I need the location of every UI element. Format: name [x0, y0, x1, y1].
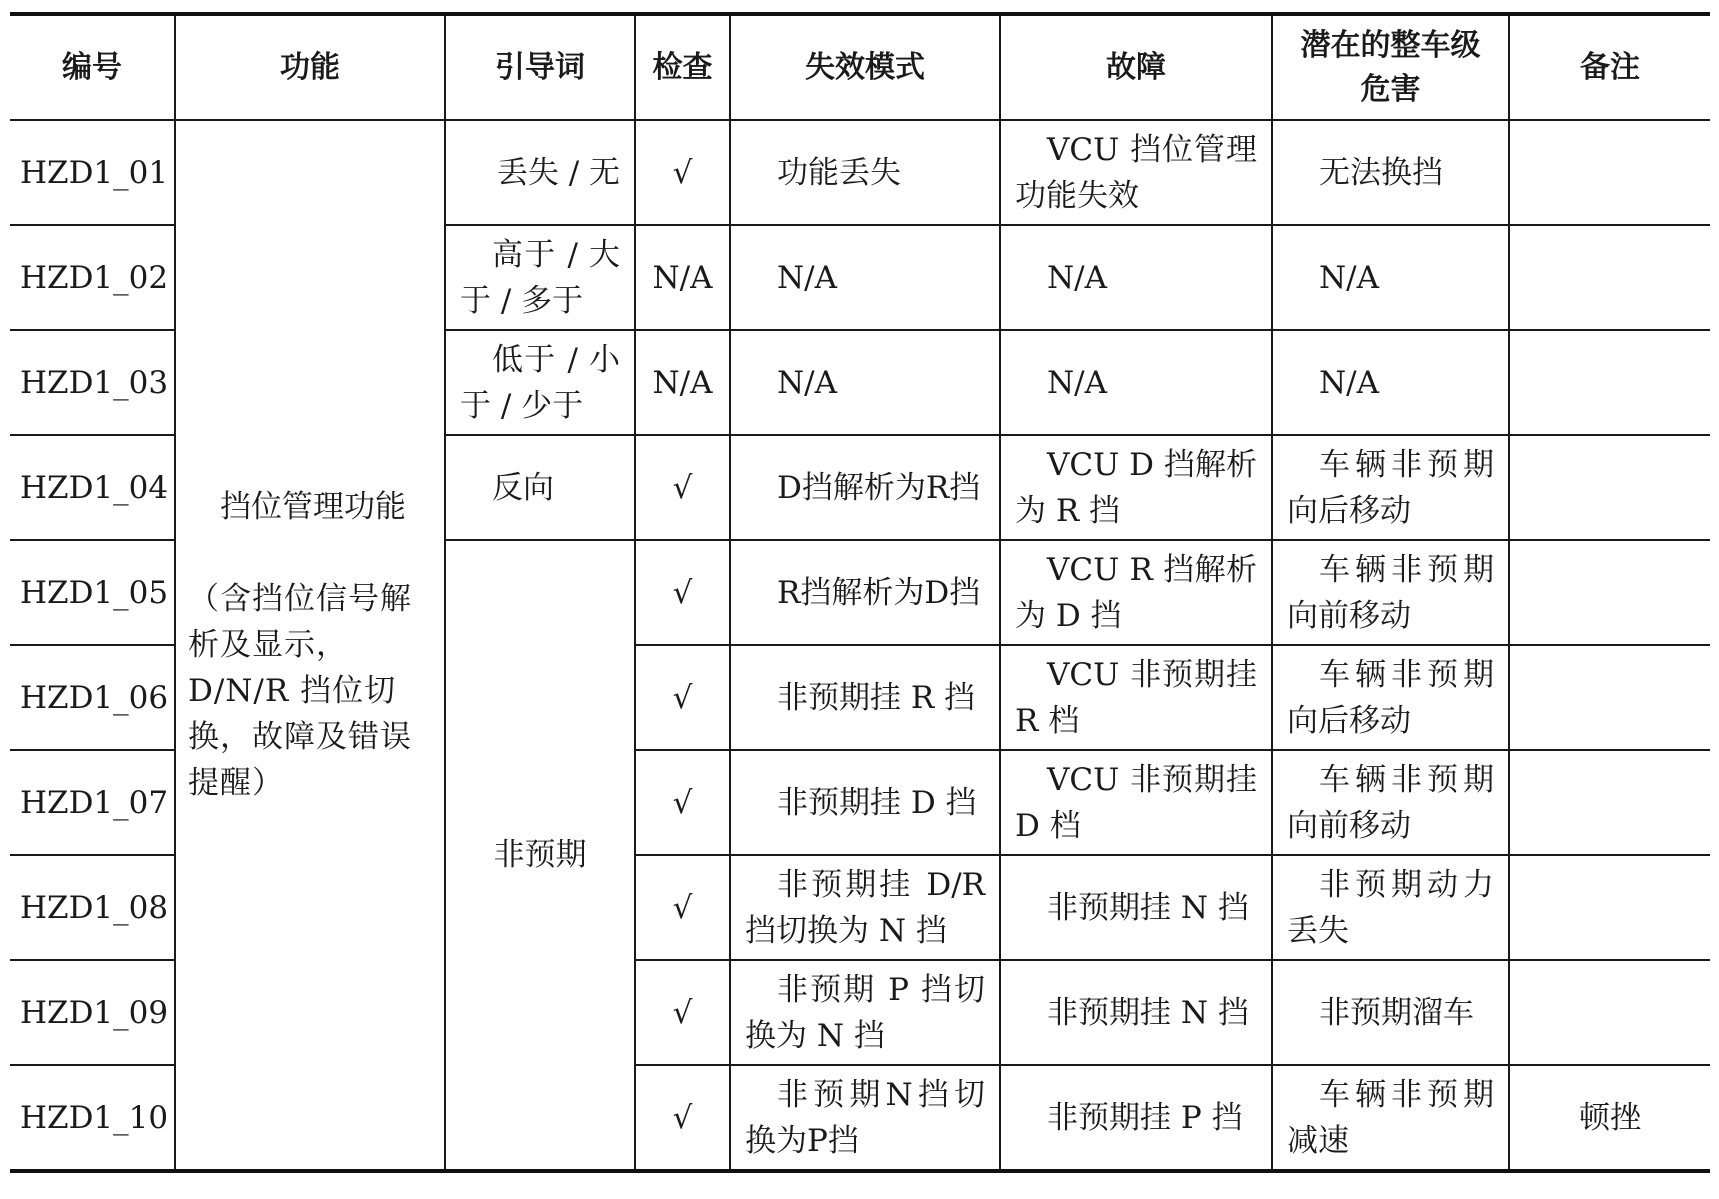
failure-mode-cell: R挡解析为D挡	[730, 540, 1000, 645]
hazard-cell: 非预期动力丢失	[1272, 855, 1509, 960]
row-id: HZD1_01	[10, 120, 175, 225]
hazard-cell: N/A	[1272, 330, 1509, 435]
fault-cell: VCU D 挡解析为 R 挡	[1000, 435, 1272, 540]
check-cell: √	[635, 1065, 730, 1171]
fault-cell: VCU 非预期挂 D 档	[1000, 750, 1272, 855]
hazard-cell: 车辆非预期减速	[1272, 1065, 1509, 1171]
check-cell: √	[635, 120, 730, 225]
note-cell	[1509, 120, 1710, 225]
failure-mode-cell: 非预期 P 挡切换为 N 挡	[730, 960, 1000, 1065]
check-cell: √	[635, 540, 730, 645]
fault-cell: 非预期挂 N 挡	[1000, 960, 1272, 1065]
failure-mode-cell: N/A	[730, 225, 1000, 330]
note-cell: 顿挫	[1509, 1065, 1710, 1171]
header-id: 编号	[10, 14, 175, 120]
table-row	[10, 120, 1710, 225]
check-cell: √	[635, 750, 730, 855]
row-id: HZD1_05	[10, 540, 175, 645]
hazard-cell: 车辆非预期向后移动	[1272, 645, 1509, 750]
fault-cell: VCU R 挡解析为 D 挡	[1000, 540, 1272, 645]
failure-mode-cell: N/A	[730, 330, 1000, 435]
check-cell: √	[635, 960, 730, 1065]
header-failure-mode: 失效模式	[730, 14, 1000, 120]
row-id: HZD1_10	[10, 1065, 175, 1171]
failure-mode-cell: 非预期挂 R 挡	[730, 645, 1000, 750]
header-row	[10, 14, 1710, 120]
fault-cell: VCU 非预期挂 R 档	[1000, 645, 1272, 750]
header-check: 检查	[635, 14, 730, 120]
hazard-analysis-table	[10, 12, 1710, 1173]
header-guideword: 引导词	[445, 14, 635, 120]
header-note: 备注	[1509, 14, 1710, 120]
check-cell: √	[635, 435, 730, 540]
table-body	[10, 120, 1710, 1171]
header-function: 功能	[175, 14, 445, 120]
function-cell	[175, 120, 445, 1171]
hazard-cell: 车辆非预期向后移动	[1272, 435, 1509, 540]
fault-cell: 非预期挂 N 挡	[1000, 855, 1272, 960]
fault-cell: 非预期挂 P 挡	[1000, 1065, 1272, 1171]
guideword-cell: 高于 / 大于 / 多于	[445, 225, 635, 330]
check-cell: N/A	[635, 225, 730, 330]
note-cell	[1509, 960, 1710, 1065]
check-cell: √	[635, 645, 730, 750]
hazard-cell: 车辆非预期向前移动	[1272, 540, 1509, 645]
hazard-analysis-table-container	[10, 12, 1710, 1173]
guideword-cell: 低于 / 小于 / 少于	[445, 330, 635, 435]
note-cell	[1509, 330, 1710, 435]
hazard-cell: 无法换挡	[1272, 120, 1509, 225]
row-id: HZD1_04	[10, 435, 175, 540]
header-fault: 故障	[1000, 14, 1272, 120]
failure-mode-cell: D挡解析为R挡	[730, 435, 1000, 540]
guideword-cell: 非预期	[445, 540, 635, 1171]
function-main-label: 挡位管理功能	[220, 489, 406, 525]
check-cell: N/A	[635, 330, 730, 435]
check-cell: √	[635, 855, 730, 960]
row-id: HZD1_08	[10, 855, 175, 960]
row-id: HZD1_09	[10, 960, 175, 1065]
function-sub-label: （含挡位信号解析及显示，D/N/R 挡位切换，故障及错误提醒）	[188, 581, 412, 801]
failure-mode-cell: 非预期挂 D 挡	[730, 750, 1000, 855]
fault-cell: VCU 挡位管理功能失效	[1000, 120, 1272, 225]
hazard-cell: 车辆非预期向前移动	[1272, 750, 1509, 855]
row-id: HZD1_03	[10, 330, 175, 435]
note-cell	[1509, 750, 1710, 855]
hazard-cell: 非预期溜车	[1272, 960, 1509, 1065]
fault-cell: N/A	[1000, 330, 1272, 435]
failure-mode-cell: 功能丢失	[730, 120, 1000, 225]
note-cell	[1509, 540, 1710, 645]
note-cell	[1509, 225, 1710, 330]
header-hazard: 潜在的整车级危害	[1272, 14, 1509, 120]
fault-cell: N/A	[1000, 225, 1272, 330]
note-cell	[1509, 645, 1710, 750]
row-id: HZD1_07	[10, 750, 175, 855]
row-id: HZD1_02	[10, 225, 175, 330]
table-header	[10, 14, 1710, 120]
failure-mode-cell: 非预期挂 D/R 挡切换为 N 挡	[730, 855, 1000, 960]
note-cell	[1509, 855, 1710, 960]
guideword-cell: 丢失 / 无	[445, 120, 635, 225]
row-id: HZD1_06	[10, 645, 175, 750]
failure-mode-cell: 非预期N挡切换为P挡	[730, 1065, 1000, 1171]
hazard-cell: N/A	[1272, 225, 1509, 330]
guideword-cell: 反向	[445, 435, 635, 540]
note-cell	[1509, 435, 1710, 540]
